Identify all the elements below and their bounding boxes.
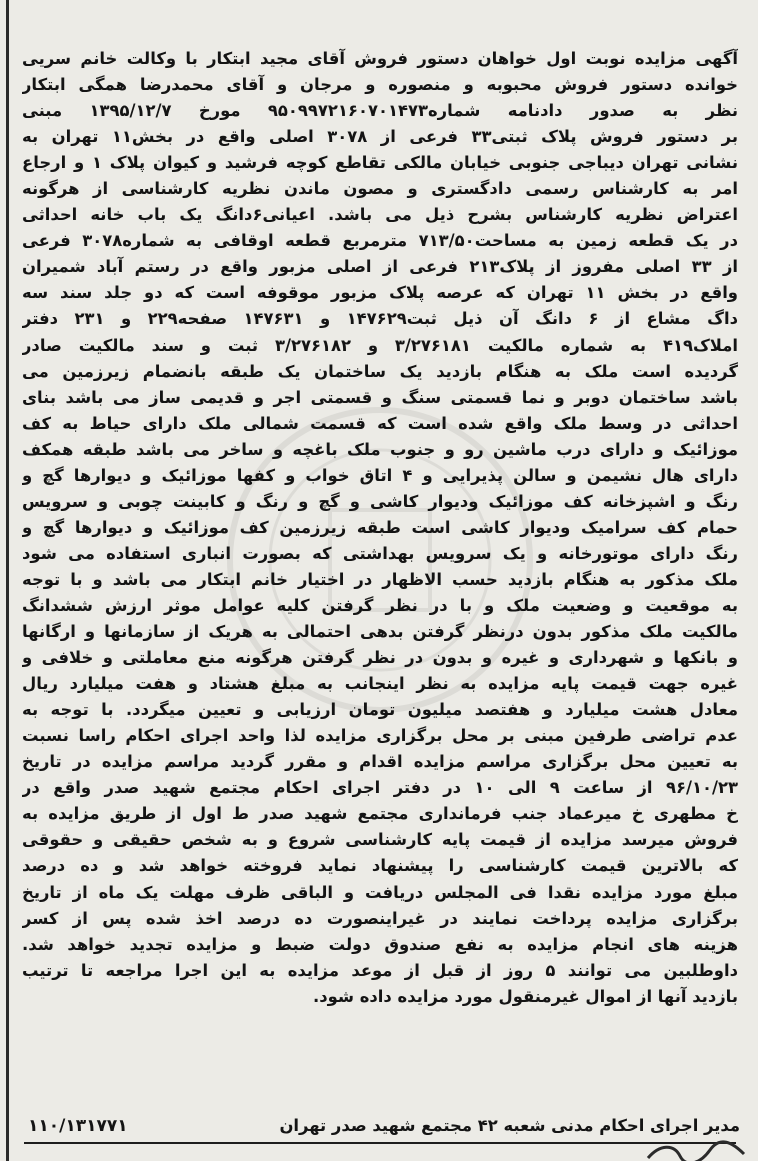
- notice-line: رنگ دارای موتورخانه و یک سرویس بهداشتی که بصورت انباری استفاده می شود: [22, 543, 738, 563]
- notice-line: احداثی در وسط ملک واقع شده است که قسمت شمالی ملک دارای حیاط به کف: [22, 413, 738, 433]
- notice-line: املاک۴۱۹ به شماره مالکیت ۳/۲۷۶۱۸۱ و ۳/۲۷۶۱۸۲ ثبت و سند مالکیت صادر: [22, 335, 738, 355]
- notice-line: معادل هشت میلیارد و هفتصد میلیون تومان ارزیابی و تعیین میگردد. با توجه به: [22, 700, 738, 720]
- signature-line: مدیر اجرای احکام مدنی شعبه ۴۲ مجتمع شهید صدر تهران: [279, 1116, 740, 1135]
- notice-line: غیره جهت قیمت پایه مزایده به نظر اینجانب به مبلغ هشتاد و هفت میلیارد ریال: [22, 674, 738, 694]
- notice-line: در یک قطعه زمین به مساحت۷۱۳/۵۰ مترمربع قطعه اوقافی به شماره۳۰۷۸ فرعی: [22, 231, 738, 251]
- notice-line: امر به کارشناس رسمی دادگستری و مصون ماندن نظریه کارشناسی از هرگونه: [22, 179, 738, 199]
- notice-line: مالکیت ملک مذکور بدون درنظر گرفتن بدهی احتمالی به هریک از سازمانها و ارگانها: [22, 622, 738, 642]
- auction-notice-text: [22, 46, 738, 1010]
- notice-line: داگ مشاع از ۶ دانگ آن ذیل ثبت۱۴۷۶۲۹ و ۱۴۷۶۳۱ صفحه۲۲۹ و ۲۳۱ دفتر: [22, 309, 738, 329]
- notice-line: نظر به صدور دادنامه شماره۹۵۰۹۹۷۲۱۶۰۷۰۱۴۷۳ مورخ ۱۳۹۵/۱۲/۷ مبنی: [22, 101, 738, 121]
- notice-line: عدم تراضی طرفین مبنی بر محل برگزاری مزایده لذا واحد اجرای احکام راسا نسبت: [22, 726, 738, 746]
- notice-footer: [28, 1114, 740, 1144]
- notice-line: و بانکها و شهرداری و غیره و بدون در نظر گرفتن هرگونه منع معاملتی و خلافی و: [22, 648, 738, 668]
- notice-line: مبلغ مورد مزایده نقدا فی المجلس دریافت و الباقی ظرف مهلت یک ماه از تاریخ: [22, 882, 738, 902]
- notice-line: نشانی تهران دیباجی جنوبی خیابان مالکی تقاطع کوچه فرشید و کیوان پلاک ۱ و ارجاع: [22, 153, 738, 173]
- notice-line: هزینه های انجام مزایده به نفع صندوق دولت ضبط و مزایده تجدید خواهد شد.: [22, 934, 738, 954]
- notice-line: به تعیین محل برگزاری مراسم مزایده اقدام و مقرر گردید مراسم مزایده در تاریخ: [22, 752, 738, 772]
- notice-line: باشد ساختمان دوبر و نما قسمتی سنگ و قسمتی اجر و قدیمی ساز می باشد بنای: [22, 387, 738, 407]
- notice-line: آگهی مزایده نوبت اول خواهان دستور فروش آقای مجید ابتکار با وکالت خانم سریی: [22, 49, 738, 68]
- notice-line: برگزاری مزایده پرداخت نمایند در غیراینصورت ده درصد اخذ شده پس از کسر: [22, 908, 738, 928]
- notice-line: موزائیک و دارای درب ماشین رو و جنوب ملک باغچه و ساخر می باشد طبقه همکف: [22, 439, 738, 459]
- notice-line: بر دستور فروش پلاک ثبتی۳۳ فرعی از ۳۰۷۸ اصلی واقع در بخش۱۱ تهران به: [22, 127, 738, 147]
- bottom-rule: [24, 1142, 736, 1144]
- notice-line: خوانده دستور فروش محبوبه و منصوره و مرجان و آقای محمدرضا همگی ابتکار: [22, 75, 738, 95]
- notice-line: داوطلبین می توانند ۵ روز از قبل از موعد مزایده به این اجرا مراجعه تا ترتیب: [22, 960, 738, 980]
- notice-line: واقع در بخش ۱۱ تهران که عرصه پلاک مزبور موقوفه است که دو جلد سند سه: [22, 283, 738, 303]
- notice-line: که بالاترین قیمت کارشناسی را پیشنهاد نماید فروخته خواهد شد و ده درصد: [22, 856, 738, 876]
- notice-line: خ مطهری خ میرعماد جنب فرمانداری مجتمع شهید صدر ط اول از طریق مزایده به: [22, 804, 738, 824]
- notice-line: حمام کف سرامیک ودیوار کاشی است طبقه زیرزمین کف موزائیک و دیوارها گچ و: [22, 517, 738, 537]
- notice-line: اعتراض نظریه کارشناس بشرح ذیل می باشد. اعیانی۶دانگ یک باب خانه احداثی: [22, 205, 738, 225]
- notice-code: ۱۱۰/۱۳۱۷۷۱: [28, 1116, 128, 1136]
- notice-line: گردیده است ملک به هنگام بازدید یک ساختمان یک طبقه بانضمام زیرزمین می: [22, 361, 738, 381]
- column-border: [6, 0, 9, 1161]
- notice-line: رنگ و اشپزخانه کف موزائیک ودیوار کاشی و گچ و رنگ و کابینت چوبی و سرویس: [22, 491, 738, 511]
- notice-line: ملک مذکور به هنگام بازدید حسب الاظهار در اختیار خانم ابتکار می باشد و با توجه: [22, 569, 738, 589]
- notice-line: از ۳۳ اصلی مفروز از پلاک۲۱۳ فرعی از اصلی مزبور واقع در رستم آباد شمیران: [22, 257, 738, 277]
- notice-line: بازدید آنها از اموال غیرمنقول مورد مزایده داده شود.: [312, 986, 738, 1006]
- handwritten-mark: [640, 1138, 750, 1161]
- notice-line: ۹۶/۱۰/۲۳ از ساعت ۹ الی ۱۰ در دفتر اجرای احکام مجتمع شهید صدر واقع در: [22, 778, 738, 798]
- notice-line: دارای هال نشیمن و سالن پذیرایی و ۴ اتاق خواب و کفها موزائیک و دیوارها گچ و: [22, 465, 738, 485]
- notice-line: فروش میرسد مزایده از قیمت پایه کارشناسی شروع و به شخص حقیقی و حقوقی: [22, 830, 738, 850]
- notice-line: به موقعیت و وضعیت ملک و با در نظر گرفتن کلیه عوامل موثر ارزش ششدانگ: [22, 595, 738, 615]
